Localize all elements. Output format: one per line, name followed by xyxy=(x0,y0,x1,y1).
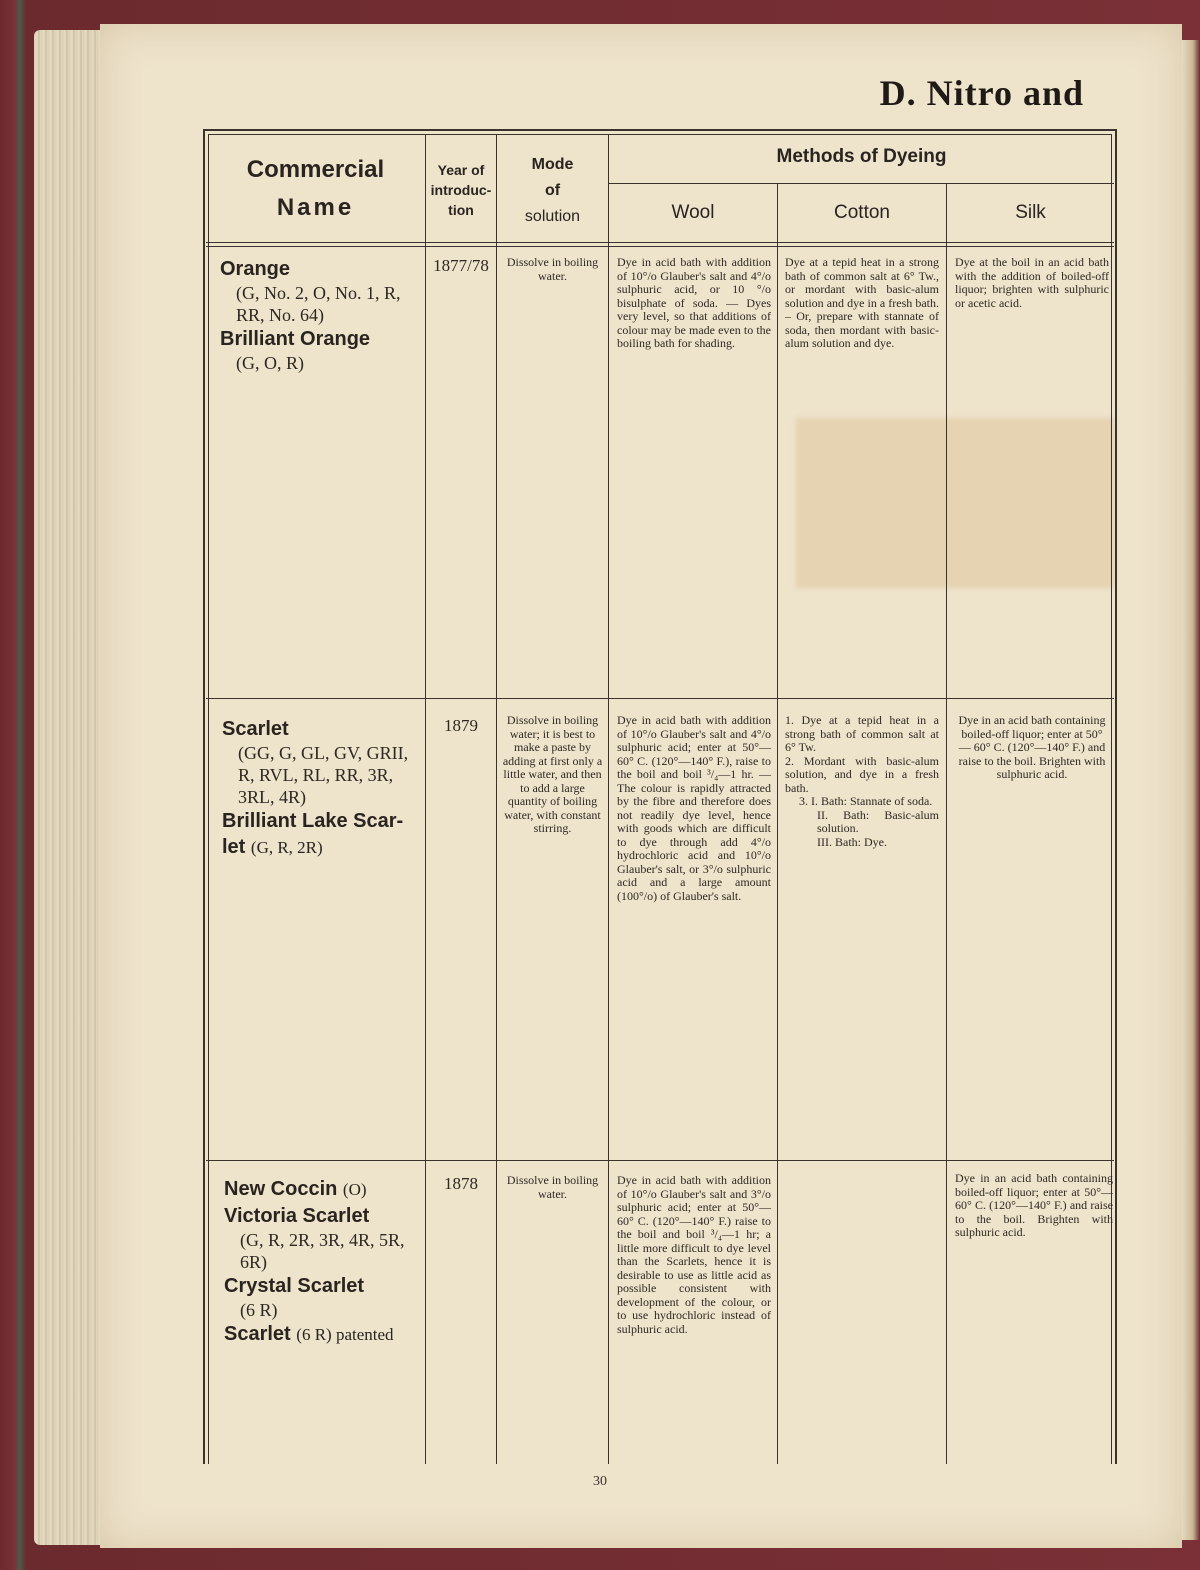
row1-names xyxy=(220,256,420,374)
row2-cotton-step-3b: II. Bath: Basic-alum solution. xyxy=(817,807,939,835)
row2-name-2-tail xyxy=(222,834,422,861)
row3-name-2: Victoria Scarlet xyxy=(224,1205,370,1227)
row3-name-4 xyxy=(224,1321,424,1348)
row3-name-1 xyxy=(224,1176,424,1203)
header-mode-line1: Mode xyxy=(531,156,574,173)
header-mode-line2: of xyxy=(544,182,561,199)
header-name-line2: Name xyxy=(276,194,355,221)
row2-name-1: Scarlet xyxy=(222,718,289,740)
col-divider-cotton xyxy=(946,184,947,1464)
row2-names xyxy=(222,716,422,861)
row3-wool: Dye in acid bath with addition of 10°/o Glauber's salt and 3°/o sulphuric acid; enter at 50°—60° C. (120°—140° F.) raise to the boil and boil ³/₄—1 hr; a little more difficult to dye level than the Scarlets, hence it is desirable to use as little acid as possible consistent with development of the colour, or to use hydrochloric instead of sulphuric acid. xyxy=(617,1173,771,1336)
header-wool: Wool xyxy=(671,202,715,223)
row3-name-3: Crystal Scarlet xyxy=(224,1275,365,1297)
header-bottom-line-1 xyxy=(206,242,1114,243)
row1-name-2-variants: (G, O, R) xyxy=(236,353,304,373)
row3-year: 1878 xyxy=(444,1174,478,1193)
row3-name-4-variants: (6 R) patented xyxy=(296,1325,394,1344)
row3-name-2-variants: (G, R, 2R, 3R, 4R, 5R, 6R) xyxy=(240,1230,405,1272)
row2-name-2: Brilliant Lake Scar- xyxy=(222,810,404,832)
row2-cotton-step-2: 2. Mordant with basic-alum solution, and dye in a fresh bath. xyxy=(785,753,939,795)
page-right-edge xyxy=(1182,40,1200,1540)
row1-silk: Dye at the boil in an acid bath with the addition of boiled-off liquor; brighten with sulphuric or acetic acid. xyxy=(955,255,1109,310)
section-title: D. Nitro and xyxy=(879,73,1084,113)
header-methods: Methods of Dyeing xyxy=(776,146,947,167)
row3-name-3-variants: (6 R) xyxy=(240,1300,278,1320)
row1-name-1-variants: (G, No. 2, O, No. 1, R, RR, No. 64) xyxy=(236,283,401,325)
header-mode xyxy=(497,152,608,230)
header-name-line1: Commercial xyxy=(246,156,385,183)
row1-name-2: Brilliant Orange xyxy=(220,328,371,350)
row3-name-1-variants: (O) xyxy=(342,1180,367,1199)
row2-year: 1879 xyxy=(444,716,478,735)
row2-cotton-step-3c: III. Bath: Dye. xyxy=(817,834,887,849)
col-divider-mode xyxy=(608,135,609,1464)
header-year: Year of introduc-tion xyxy=(430,162,492,218)
header-silk: Silk xyxy=(1015,202,1046,223)
row3-names xyxy=(224,1176,424,1348)
header-commercial-name xyxy=(206,156,425,222)
row2-name-2-variants: (G, R, 2R) xyxy=(250,838,323,857)
row2-name-2-tail-text: let xyxy=(222,836,246,858)
row3-mode: Dissolve in boiling water. xyxy=(506,1173,599,1201)
row1-year: 1877/78 xyxy=(433,256,489,275)
row1-cotton: Dye at a tepid heat in a strong bath of common salt at 6° Tw., or mordant with basic-alum solution and dye in a fresh bath. – Or, prepare with stannate of soda, then mordant with basic-alum solution and dye. xyxy=(785,255,939,350)
row1-mode: Dissolve in boiling water. xyxy=(506,255,599,283)
header-bottom-line-2 xyxy=(206,246,1114,247)
row2-wool: Dye in acid bath with addition of 10°/o Glauber's salt and 4°/o sulphuric acid; enter at 50°—60° C. (120°—140° F.), raise to the boil and boil ³/₄—1 hr. — The colour is rapidly attracted by the fibre and therefore does not readily dye level, hence with goods which are difficult to dye through add 4°/o hydrochloric acid and 10°/o Glauber's salt, or 3°/o sulphuric acid and a large amount (100°/o) of Glauber's salt. xyxy=(617,713,771,903)
row2-mode: Dissolve in boiling water; it is best to make a paste by adding at first only a little water, and then to add a large quantity of boiling water, with constant stirring. xyxy=(502,713,603,835)
header-mode-line3: solution xyxy=(524,208,581,225)
row3-silk: Dye in an acid bath containing boiled-off liquor; enter at 50°—60° C. (120°—140° F.) and raise to the boil. Brighten with sulphuric acid. xyxy=(955,1171,1113,1239)
col-divider-name xyxy=(425,135,426,1464)
row2-cotton-step-3a: 3. I. Bath: Stannate of soda. xyxy=(799,794,933,808)
row1-wool: Dye in acid bath with addition of 10°/o Glauber's salt and 4°/o sulphuric acid, or 10 °/o bisulphate of soda. — Dyes very level, so that additions of colour may be made even to the boiling bath for shading. xyxy=(617,255,771,350)
row-divider-1 xyxy=(206,698,1114,699)
row2-cotton xyxy=(785,714,939,849)
row3-name-1-text: New Coccin xyxy=(224,1178,338,1200)
row1-name-1: Orange xyxy=(220,258,291,280)
row-divider-2 xyxy=(206,1160,1114,1161)
row2-silk: Dye in an acid bath containing boiled-off liquor; enter at 50° — 60° C. (120°—140° F.) and raise to the boil. Brighten with sulphuric acid. xyxy=(958,713,1106,781)
row3-name-4-text: Scarlet xyxy=(224,1323,291,1345)
header-cotton: Cotton xyxy=(834,202,890,223)
col-divider-wool xyxy=(777,184,778,1464)
row2-cotton-step-1: 1. Dye at a tepid heat in a strong bath of common salt at 6° Tw. xyxy=(785,713,939,754)
page-number: 30 xyxy=(593,1474,607,1489)
row2-name-1-variants: (GG, G, GL, GV, GRII, R, RVL, RL, RR, 3R, 3RL, 4R) xyxy=(238,743,409,807)
methods-subheader-line xyxy=(608,183,1114,184)
col-divider-year xyxy=(496,135,497,1464)
